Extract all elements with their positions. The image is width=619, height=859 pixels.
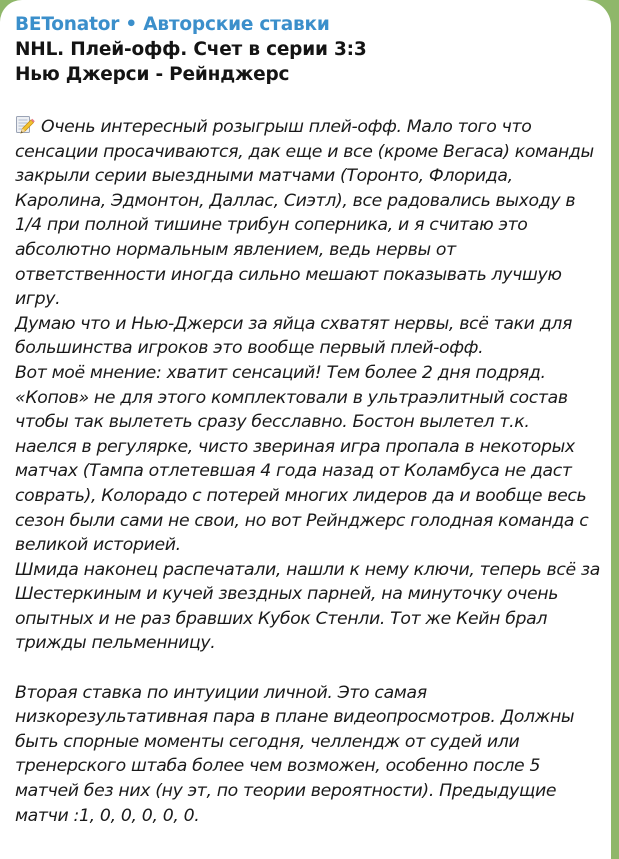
post-body [15, 115, 611, 828]
blank-line [15, 656, 611, 681]
body-line: Шестеркиным и кучей звездных парней, на минуточку очень [15, 584, 559, 605]
body-line: опытных и не раз бравших Кубок Стенли. Тот же Кейн брал [15, 608, 548, 629]
body-line: закрыли серии выездными матчами (Торонто, Флорида, [15, 166, 513, 187]
match-title: Нью Джерси - Рейнджерс [15, 64, 290, 85]
body-line: Вот моё мнение: хватит сенсаций! Тем более 2 дня подряд. [15, 362, 546, 383]
body-line: великой историей. [15, 535, 181, 556]
body-line: игру. [15, 289, 61, 310]
body-line: сенсации просачиваются, дак еще и все (кроме Вегаса) команды [15, 141, 594, 162]
body-line: 1/4 при полной тишине трибун соперника, и я считаю это [15, 215, 528, 236]
body-line: матчи :1, 0, 0, 0, 0, 0. [15, 805, 200, 826]
body-line: сезон были сами не свои, но вот Рейнджерс голодная команда с [15, 510, 589, 531]
body-line-0: Очень интересный розыгрыш плей-офф. Мало того что [15, 115, 611, 140]
body-line: Думаю что и Нью-Джерси за яйца схватят нервы, всё таки для [15, 313, 573, 334]
body-line: матчах (Тампа отлетевшая 4 года назад от Коламбуса не даст [15, 461, 572, 482]
body-line: Каролина, Эдмонтон, Даллас, Сиэтл), все радовались выходу в [15, 190, 576, 211]
channel-name[interactable]: BETonator • Авторские ставки [15, 14, 330, 35]
body-line: матчей без них (ну эт, по теории вероятности). Предыдущие [15, 781, 557, 802]
body-line: быть спорные моменты сегодня, челлендж от судей или [15, 731, 520, 752]
body-line: наелся в регулярке, чисто звериная игра пропала в некоторых [15, 436, 575, 457]
body-line: тренерского штаба более чем возможен, особенно после 5 [15, 756, 541, 777]
body-line: абсолютно нормальным явлением, ведь нервы от [15, 239, 456, 260]
body-line: Шмида наконец распечатали, нашли к нему ключи, теперь всё за [15, 559, 600, 580]
body-line: чтобы так вылететь сразу бесславно. Бостон вылетел т.к. [15, 412, 530, 433]
post-title: NHL. Плей-офф. Счет в серии 3:3 [15, 39, 367, 60]
body-line: Вторая ставка по интуиции личной. Это самая [15, 682, 427, 703]
body-line: большинства игроков это вообще первый плей-офф. [15, 338, 484, 359]
body-line: «Копов» не для этого комплектовали в ультраэлитный состав [15, 387, 568, 408]
body-line: соврать), Колорадо с потерей многих лидеров да и вообще весь [15, 485, 587, 506]
body-line: трижды пельменницу. [15, 633, 216, 654]
memo-icon [15, 115, 35, 135]
body-line: низкорезультативная пара в плане видеопросмотров. Должны [15, 707, 575, 728]
body-line: ответственности иногда сильно мешают показывать лучшую [15, 264, 562, 285]
